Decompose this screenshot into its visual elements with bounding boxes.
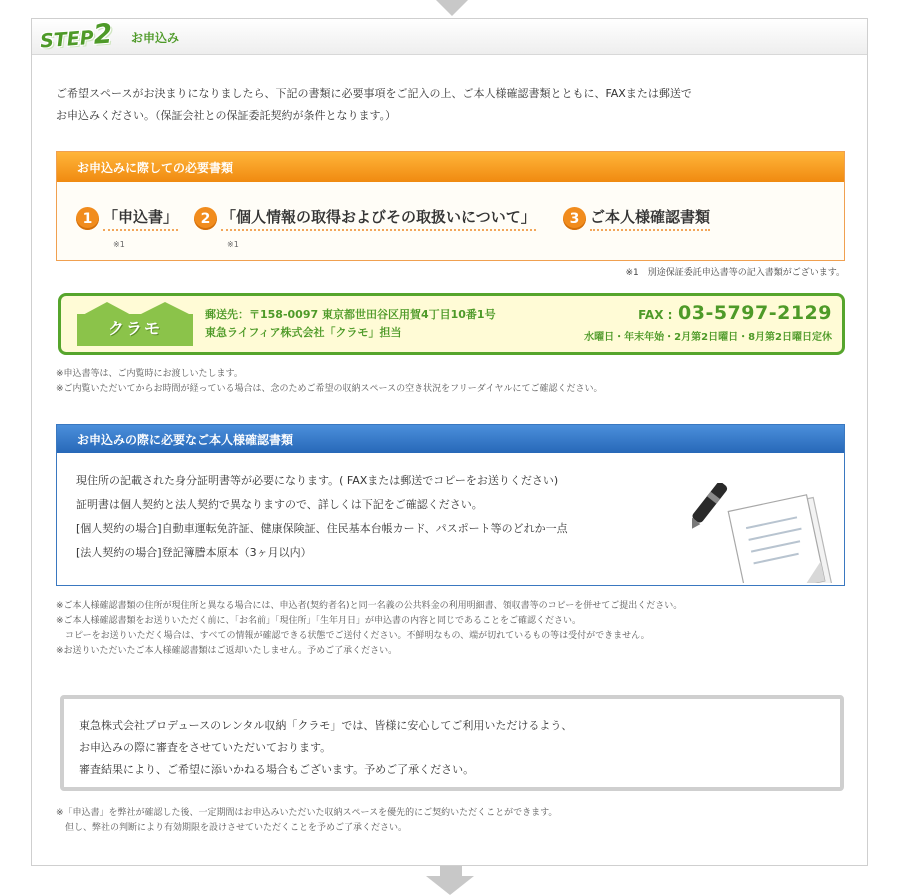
notes-identity	[56, 599, 682, 659]
required-documents-box	[56, 151, 845, 261]
note-line: コピーをお送りいただく場合は、すべての情報が確認できる状態でご送付ください。不鮮明なもの、端が切れているもの等は受付ができません。	[56, 631, 650, 641]
doc-note: ※1	[113, 240, 125, 249]
closed-days: 水曜日・年末年始・2月第2日曜日・8月第2日曜日定休	[584, 332, 832, 343]
doc-number-badge: 2	[194, 207, 217, 230]
step-badge	[39, 19, 113, 55]
note-line: ※ご本人様確認書類をお送りいただく前に、「お名前」「現住所」「生年月日」が申込書の内容と同じであることをご確認ください。	[56, 616, 582, 626]
doc-number-badge: 3	[563, 207, 586, 230]
doc-label: 「個人情報の取得およびその取扱いについて」	[221, 206, 536, 231]
fax-label: FAX :	[638, 308, 673, 322]
notes-priority	[56, 806, 557, 836]
identity-line: [法人契約の場合]登記簿謄本原本（3ヶ月以内）	[76, 546, 312, 559]
flow-arrow-bottom-icon	[426, 876, 474, 895]
contact-box	[58, 293, 845, 355]
intro-line: お申込みください。（保証会社との保証委託契約が条件となります。）	[56, 109, 397, 122]
note-line: ※申込書等は、ご内覧時にお渡しいたします。	[56, 369, 243, 379]
note-line: ※ご本人様確認書類の住所が現住所と異なる場合には、申込者(契約者名)と同一名義の公共料金の利用明細書、領収書等のコピーを併せてご提出ください。	[56, 601, 683, 611]
doc-number-badge: 1	[76, 207, 99, 230]
doc-item-application	[76, 206, 178, 231]
identity-documents-text	[76, 469, 568, 565]
identity-line: 証明書は個人契約と法人契約で異なりますので、詳しくは下記をご確認ください。	[76, 498, 483, 511]
identity-line: 現住所の記載された身分証明書等が必要になります。( FAXまたは郵送でコピーをお送りください)	[76, 474, 559, 487]
step-title: お申込み	[131, 31, 180, 45]
pen-and-document-icon	[692, 483, 842, 583]
panel-header	[32, 19, 867, 55]
doc-item-privacy	[194, 206, 536, 231]
mailing-company: 東急ライフィア株式会社「クラモ」担当	[205, 326, 402, 339]
review-line: 審査結果により、ご希望に添いかねる場合もございます。予めご了承ください。	[79, 763, 475, 776]
required-documents-heading: お申込みに際しての必要書類	[57, 152, 844, 182]
intro-text	[56, 83, 846, 127]
review-notice-box	[60, 695, 844, 791]
identity-line: [個人契約の場合]自動車運転免許証、健康保険証、住民基本台帳カード、パスポート等のどれか一点	[76, 522, 568, 535]
documents-footnote: ※1 別途保証委託申込書等の記入書類がございます。	[625, 268, 845, 278]
doc-label: 「申込書」	[103, 206, 178, 231]
flow-arrow-top-icon	[436, 0, 468, 16]
kuramo-logo	[77, 302, 193, 346]
intro-line: ご希望スペースがお決まりになりましたら、下記の書類に必要事項をご記入の上、ご本人様確認書類とともに、FAXまたは郵送で	[56, 87, 692, 100]
doc-label: ご本人様確認書類	[590, 206, 710, 231]
note-line: 但し、弊社の判断により有効期限を設けさせていただくことを予めご了承ください。	[56, 823, 408, 833]
fax-info	[638, 302, 832, 324]
note-line: ※ご内覧いただいてからお時間が経っている場合は、念のためご希望の収納スペースの空き状況をフリーダイヤルにてご確認ください。	[56, 384, 603, 394]
identity-documents-box	[56, 424, 845, 586]
flow-arrow-bottom-stem	[440, 866, 462, 876]
review-notice-text	[79, 715, 572, 781]
review-line: 東急株式会社プロデュースのレンタル収納「クラモ」では、皆様に安心してご利用いただけるよう、	[79, 719, 573, 732]
mailing-address: 郵送先：〒158-0097 東京都世田谷区用賀4丁目10番1号	[205, 308, 496, 321]
kuramo-logo-text: クラモ	[107, 319, 162, 338]
identity-documents-heading: お申込みの際に必要なご本人様確認書類	[57, 425, 844, 453]
notes-application	[56, 367, 602, 397]
doc-item-identity	[563, 206, 710, 231]
step-number: 2	[92, 18, 114, 51]
step-label-text: STEP	[39, 26, 95, 53]
review-line: お申込みの際に審査をさせていただいております。	[79, 741, 332, 754]
fax-number: 03-5797-2129	[678, 302, 832, 324]
note-line: ※お送りいただいたご本人様確認書類はご返却いたしません。予めご了承ください。	[56, 646, 398, 656]
step2-panel	[31, 18, 868, 866]
note-line: ※「申込書」を弊社が確認した後、一定期間はお申込みいただいた収納スペースを優先的にご契約いただくことができます。	[56, 808, 558, 818]
doc-note: ※1	[227, 240, 239, 249]
